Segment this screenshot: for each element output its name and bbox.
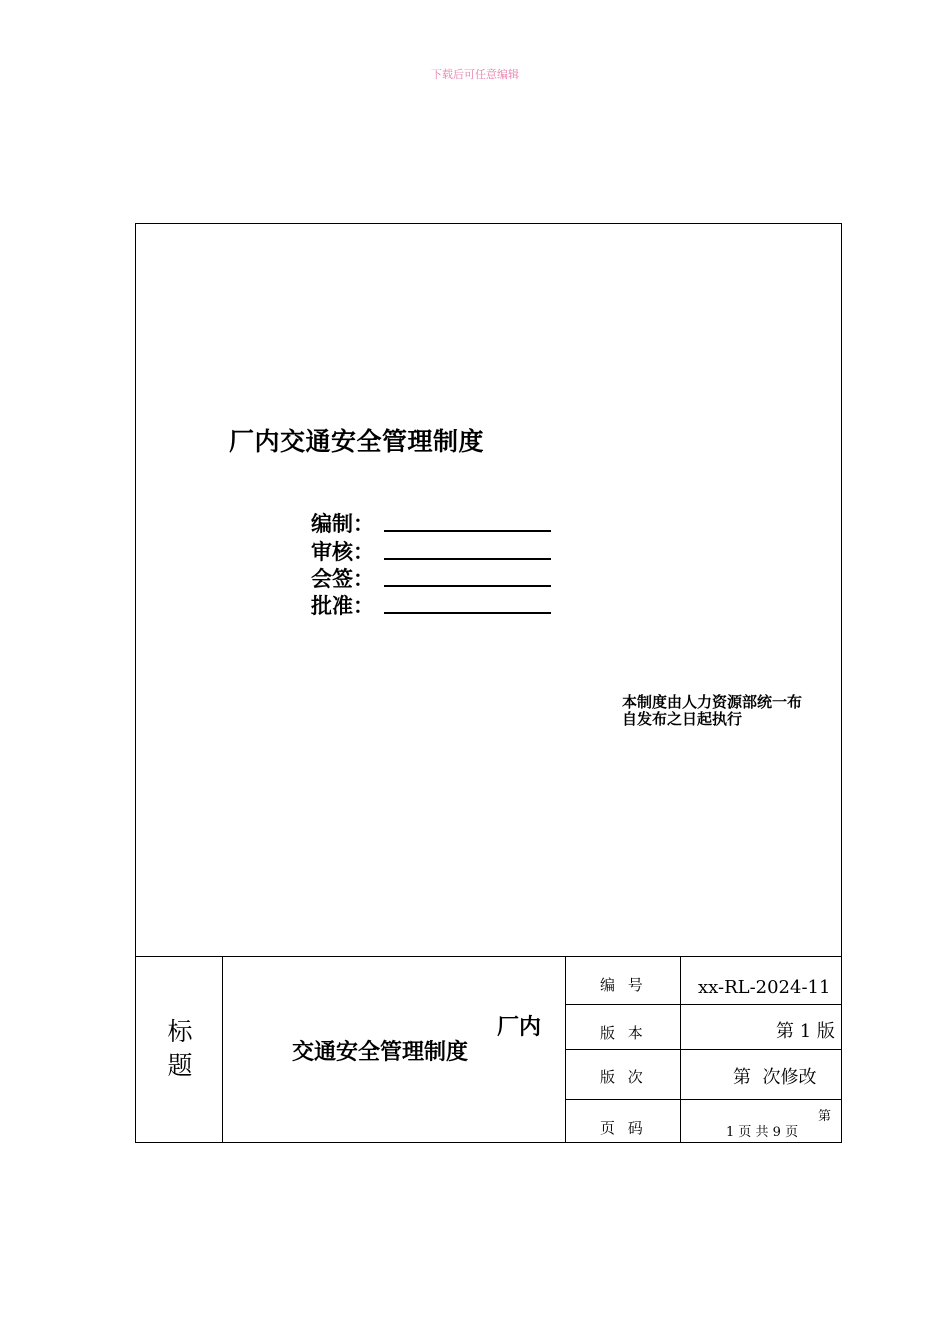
signature-label: 会签： xyxy=(311,567,374,591)
revision-label: 版 次 xyxy=(600,1068,647,1086)
table-top-border xyxy=(135,956,842,957)
table-row-divider xyxy=(565,1049,842,1050)
signature-line xyxy=(384,612,551,614)
signature-row-compile xyxy=(311,508,374,535)
page-value-prefix: 第 xyxy=(818,1109,832,1124)
signature-line xyxy=(384,558,551,560)
table-title-part1: 厂内 xyxy=(497,1015,542,1040)
release-note-line-2: 自发布之日起执行 xyxy=(622,710,743,728)
document-title: 厂内交通安全管理制度 xyxy=(229,427,485,456)
revision-value: 第 次修改 xyxy=(733,1067,817,1088)
version-value: 第 1 版 xyxy=(776,1021,835,1042)
signature-line xyxy=(384,585,551,587)
table-row-divider xyxy=(565,1099,842,1100)
table-divider xyxy=(222,956,223,1143)
page-label: 页 码 xyxy=(600,1119,647,1137)
version-label: 版 本 xyxy=(600,1024,647,1042)
signature-label: 编制： xyxy=(311,512,374,536)
signature-row-approve xyxy=(311,590,374,617)
table-row-divider xyxy=(565,1004,842,1005)
doc-number-label: 编 号 xyxy=(600,976,647,994)
release-note xyxy=(622,694,802,728)
signature-row-countersign xyxy=(311,563,374,590)
doc-number-value: xx-RL-2024-11 xyxy=(698,977,831,998)
signature-label: 审核： xyxy=(311,540,374,564)
table-title-part2: 交通安全管理制度 xyxy=(292,1040,469,1065)
signature-label: 批准： xyxy=(311,594,374,618)
page-value: 1 页 共 9 页 xyxy=(726,1125,799,1140)
watermark: 下载后可任意编辑 xyxy=(431,68,519,81)
signature-row-review xyxy=(311,536,374,563)
signature-line xyxy=(384,530,551,532)
release-note-line-1: 本制度由人力资源部统一布 xyxy=(622,693,803,711)
title-label: 标 题 xyxy=(167,1017,193,1080)
document-frame xyxy=(135,223,842,1143)
